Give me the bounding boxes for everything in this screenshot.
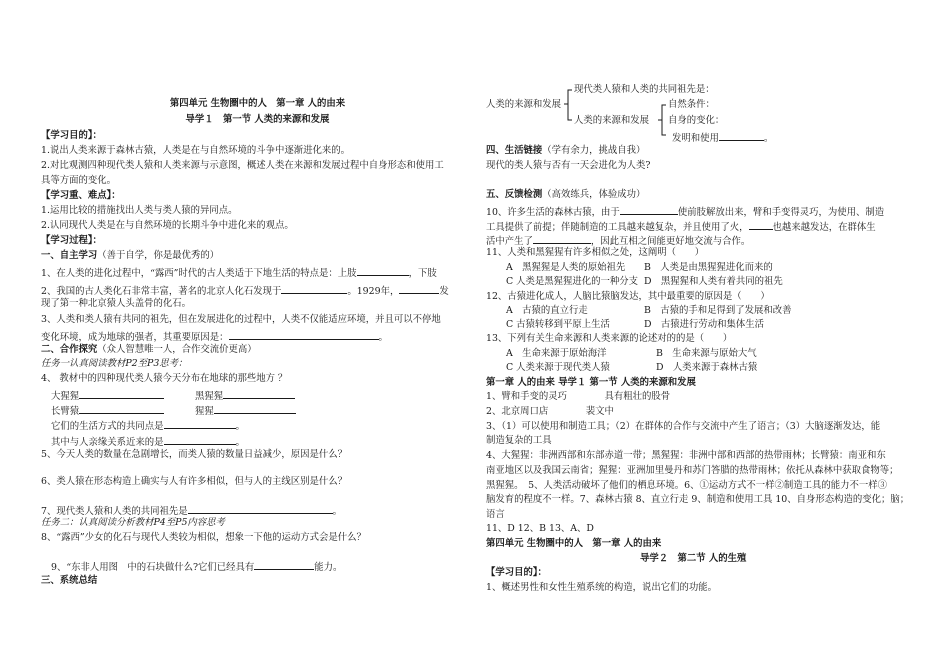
question-10-cont xyxy=(486,234,750,246)
diagram-branch-bottom: 人类的来源和发展 xyxy=(574,115,650,126)
question-text: 10、许多生活的森林古猿，由于 xyxy=(486,207,620,218)
question-4-common xyxy=(51,419,245,431)
question-text: 。 xyxy=(332,506,342,517)
lesson-title-2: 导学２ 第二节 人的生殖 xyxy=(640,553,747,564)
keypoints-heading: 【学习重、难点】： xyxy=(41,190,121,201)
question-text: 工具提供了前提；伴随制造的工具越来越复杂，并且使用了火， xyxy=(486,222,749,233)
answer-line: 2、北京周口店 裴文中 xyxy=(486,406,614,417)
task-2: 任务二：认真阅读分析教材P4至P5内容思考 xyxy=(41,517,225,528)
question-text: 2、我国的古人类化石非常丰富，著名的北京人化石发现于 xyxy=(41,286,282,297)
option[interactable]: B 人类是由黑猩猩进化而来的 xyxy=(644,262,773,273)
option[interactable]: D 黑猩猩和人类有着共同的祖先 xyxy=(644,276,783,287)
ape-row xyxy=(51,389,164,401)
option[interactable]: D 古猿进行劳动和集体生活 xyxy=(644,319,765,330)
answer-line: 1、臂和手变的灵巧 具有粗壮的股骨 xyxy=(486,391,671,402)
question-1 xyxy=(41,266,437,278)
question-9 xyxy=(51,560,342,572)
goals-heading-2: 【学习目的】： xyxy=(486,567,547,578)
answer-line: 语言 xyxy=(486,509,505,520)
blank-field[interactable] xyxy=(229,330,379,340)
option[interactable]: C 人类来源于现代类人猿 xyxy=(506,362,610,373)
blank-field[interactable] xyxy=(399,284,439,294)
question-2-cont: 现了第一种北京猿人头盖骨的化石。 xyxy=(41,298,192,309)
question-text: 。 xyxy=(235,421,245,432)
blank-field[interactable] xyxy=(281,284,347,294)
leaf-text: 。 xyxy=(763,133,774,144)
blank-field[interactable] xyxy=(357,266,409,276)
option[interactable]: A 古猿的直立行走 xyxy=(506,305,588,316)
question-3: 3、人类和类人猿有共同的祖先，但在发展进化的过程中，人类不仅能适应环境，并且可以不停地 xyxy=(41,314,441,325)
goal-line: 具等方面的变化。 xyxy=(41,175,117,186)
blank-field[interactable] xyxy=(223,389,295,399)
unit-title-2: 第四单元 生物圈中的人 第一章 人的由来 xyxy=(486,538,662,549)
option[interactable]: C 人类是黑猩猩进化的一种分支 xyxy=(506,276,639,287)
goal-line: 1.说出人类来源于森林古猿，人类是在与自然环境的斗争中逐渐进化来的。 xyxy=(41,145,350,156)
ape-label: 猩猩 xyxy=(195,406,214,417)
task-1: 任务一认真阅读教材P2至P3思考： xyxy=(41,358,188,369)
question-6: 6、类人猿在形态构造上确实与人有许多相似，但与人的主线区别是什么？ xyxy=(41,476,347,487)
ape-row xyxy=(195,389,295,401)
answer-line: 3、（1）可以使用和制造工具；（2）在群体的合作与交流中产生了语言；（3）大脑逐渐发达，能 xyxy=(486,421,881,432)
option[interactable]: B 生命来源与原始大气 xyxy=(656,348,757,359)
keypoint-line: 1.运用比较的措施找出人类与类人猿的异同点。 xyxy=(41,205,238,216)
answer-line: 制造复杂的工具 xyxy=(486,435,552,446)
option[interactable]: A 黑猩猩是人类的原始祖先 xyxy=(506,262,626,273)
section-title: 四、生活链接 xyxy=(486,145,543,156)
blank-field[interactable] xyxy=(188,504,333,514)
diagram-leaf xyxy=(672,131,773,143)
blank-field[interactable] xyxy=(749,220,773,230)
goal-line-2: 1、概述男性和女性生殖系统的构造，说出它们的功能。 xyxy=(486,582,717,593)
blank-field[interactable] xyxy=(254,560,314,570)
diagram-branch-top: 现代类人猿和人类的共同祖先是： xyxy=(574,84,715,95)
question-5: 5、今天人类的数量在急剧增长，而类人猿的数量日益减少，原因是什么？ xyxy=(41,449,347,460)
question-text: 其中与人亲缘关系近来的是 xyxy=(51,437,164,448)
section-note: （高效练兵，体验成功） xyxy=(542,189,646,200)
process-heading: 【学习过程】： xyxy=(41,235,102,246)
answer-line: 南亚地区以及我国云南省；猩猩：亚洲加里曼丹和苏门答腊的热带雨林；依托从森林中获取食物等； xyxy=(486,465,899,476)
concept-diagram xyxy=(486,82,906,142)
question-text: 发 xyxy=(439,286,449,297)
question-10-cont xyxy=(486,220,876,232)
question-text: 。 xyxy=(235,437,245,448)
goal-line: 2.对比观测四种现代类人猿和人类来源与示意图，概述人类在来源和发展过程中自身形态和使用工 xyxy=(41,160,444,171)
question-text: 9、“东非人用图 中的石块做什么?它们已经具有 xyxy=(51,562,255,573)
blank-field[interactable] xyxy=(79,389,164,399)
answer-line: 黑猩猩。 5、人类活动破坏了他们的栖息环境。6、①运动方式不一样②制造工具的能力不一样③ xyxy=(486,480,887,491)
feedback-heading xyxy=(486,190,645,199)
blank-field[interactable] xyxy=(79,404,164,414)
answer-line: 11、D 12、B 13、A、D xyxy=(486,523,594,534)
question-11: 11、人类和黑猩猩有许多相似之处，这阐明（ ） xyxy=(486,247,705,258)
unit-title: 第四单元 生物圈中的人 第一章 人的由来 xyxy=(169,98,346,109)
question-3-cont xyxy=(41,330,388,342)
link-heading xyxy=(486,146,645,155)
ape-row xyxy=(51,404,164,416)
answer-line: 脑发育的程度不一样。7、森林古猿 8、直立行走 9、制造和使用工具 10、自身形态构造的变化；脑； xyxy=(486,494,910,505)
question-text: 活中产生了 xyxy=(486,236,533,247)
leaf-text: 发明和使用 xyxy=(672,133,719,144)
question-text: 变化环境，成为地球的强者，其重要原因是： xyxy=(41,332,229,343)
option[interactable]: D 人类来源于森林古猿 xyxy=(656,362,758,373)
section-note: （善于自学，你是最优秀的） xyxy=(97,250,220,261)
link-question: 现代的类人猿与否有一天会进化为人类? xyxy=(486,160,651,171)
coop-heading xyxy=(41,345,257,354)
question-text: 。1929年， xyxy=(347,286,400,297)
section-title: 二、合作探究 xyxy=(41,344,98,355)
question-8: 8、“露西”少女的化石与现代人类较为相似，想象一下他的运动方式会是什么？ xyxy=(41,532,366,543)
question-4-closest xyxy=(51,435,245,447)
question-10 xyxy=(486,205,884,217)
question-7 xyxy=(41,504,342,516)
section-title: 一、自主学习 xyxy=(41,250,98,261)
self-study-heading xyxy=(41,251,219,260)
ape-label: 长臂猿 xyxy=(51,406,80,417)
diagram-leaf: 自然条件： xyxy=(668,99,715,110)
question-text: 使前肢解放出来，臂和手变得灵巧，为使用、制造 xyxy=(677,207,885,218)
question-text: 能力。 xyxy=(314,562,343,573)
blank-field[interactable] xyxy=(164,435,236,445)
ape-label: 大猩猩 xyxy=(51,391,80,402)
question-4: 4、 教材中的四种现代类人猿今天分布在地球的那些地方 ？ xyxy=(41,373,288,384)
blank-field[interactable] xyxy=(620,205,678,215)
option[interactable]: A 生命来源于原始海洋 xyxy=(506,348,607,359)
blank-field[interactable] xyxy=(214,404,296,414)
section-title: 五、反馈检测 xyxy=(486,189,543,200)
question-13: 13、下列有关生命来源和人类来源的论述对的的是（ ） xyxy=(486,333,733,344)
answers-heading: 第一章 人的由来 导学１ 第一节 人类的来源和发展 xyxy=(486,377,696,388)
keypoint-line: 2.认同现代人类是在与自然环境的长期斗争中进化来的观点。 xyxy=(41,220,294,231)
blank-field[interactable] xyxy=(533,234,591,244)
question-2 xyxy=(41,284,449,296)
question-text: 7、现代类人猿和人类的共同祖先是 xyxy=(41,506,188,517)
ape-label: 黑猩猩 xyxy=(195,391,224,402)
question-text: ，下肢 xyxy=(408,268,437,279)
blank-field[interactable] xyxy=(164,419,236,429)
ape-row xyxy=(195,404,296,416)
option[interactable]: C 古猿转移到平原上生活 xyxy=(506,319,610,330)
goals-heading: 【学习目的】： xyxy=(41,130,102,141)
question-12: 12、古猿进化成人，人脑比猿脑发达，其中最重要的原因是（ ） xyxy=(486,291,770,302)
summary-heading: 三、系统总结 xyxy=(41,575,98,586)
answer-line: 4、大猩猩：非洲西部和东部赤道一带；黑猩猩：非洲中部和西部的热带雨林；长臂猿：南亚和东 xyxy=(486,450,886,461)
section-note: （学有余力，挑战自我） xyxy=(542,145,646,156)
diagram-root: 人类的来源和发展 xyxy=(486,99,562,110)
lesson-title: 导学１ 第一节 人类的来源和发展 xyxy=(185,114,330,125)
question-text: 1、在人类的进化过程中，“露西”时代的古人类适于下地生活的特点是：上肢 xyxy=(41,268,357,279)
question-text: 它们的生活方式的共同点是 xyxy=(51,421,164,432)
question-text: ，因此互相之间能更好地交流与合作。 xyxy=(590,236,751,247)
question-text: 也越来越发达，在群体生 xyxy=(772,222,876,233)
diagram-leaf: 自身的变化： xyxy=(668,115,725,126)
section-note: （众人智慧唯一人，合作交流价更高） xyxy=(97,344,257,355)
blank-field[interactable] xyxy=(719,131,764,141)
option[interactable]: B 古猿的手和足得到了发展和改善 xyxy=(644,305,792,316)
question-text: 。 xyxy=(378,332,388,343)
